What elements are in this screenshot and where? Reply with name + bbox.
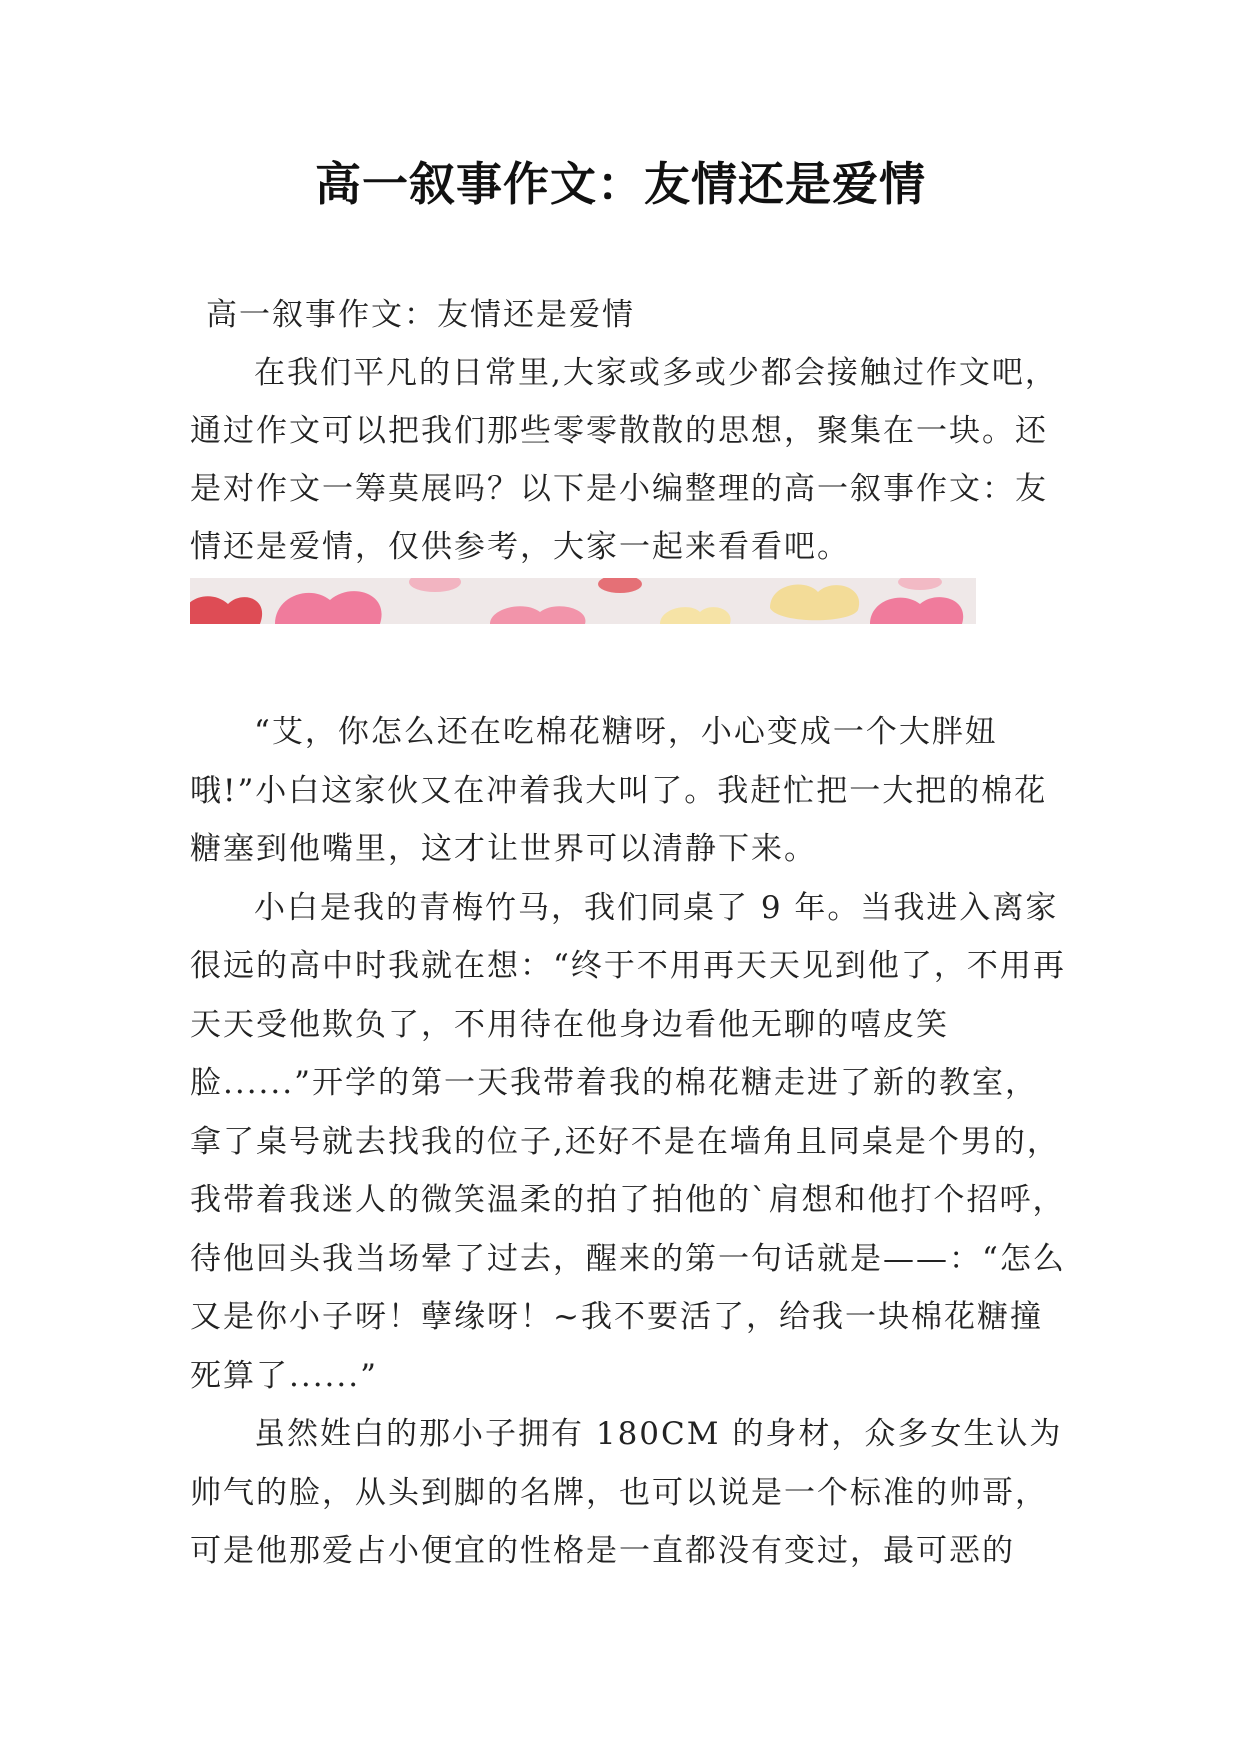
document-title: 高一叙事作文：友情还是爱情	[315, 157, 926, 211]
story-section	[190, 703, 1070, 1581]
candy-hearts-image	[190, 578, 976, 624]
document-subtitle: 高一叙事作文：友情还是爱情	[206, 297, 635, 333]
yellow-heart-shape	[770, 585, 859, 621]
intro-paragraph: 在我们平凡的日常里,大家或多或少都会接触过作文吧，通过作文可以把我们那些零零散散的思想，聚集在一块。还是对作文一筹莫展吗？以下是小编整理的高一叙事作文：友情还是爱情，仅供参考，大家一起来看看吧。	[190, 355, 1058, 565]
story-paragraph-2: 小白是我的青梅竹马，我们同桌了 9 年。当我进入离家很远的高中时我就在想：“终于不用再天天见到他了，不用再天天受他欺负了，不用待在他身边看他无聊的嘻皮笑脸......”开学的第一天我带着我的棉花糖走进了新的教室，拿了桌号就去找我的位子,还好不是在墙角且同桌是个男的，我带着我迷人的微笑温柔的拍了拍他的`肩想和他打个招呼，待他回头我当场晕了过去，醒来的第一句话就是——：“怎么又是你小子呀！孽缘呀！~我不要活了，给我一块棉花糖撞死算了......”	[190, 889, 1066, 1394]
story-paragraph-3: 虽然姓白的那小子拥有 180CM 的身材，众多女生认为帅气的脸，从头到脚的名牌，也可以说是一个标准的帅哥，可是他那爱占小便宜的性格是一直都没有变过，最可恶的	[190, 1416, 1063, 1569]
intro-section	[190, 286, 1070, 576]
story-paragraph-1: “艾，你怎么还在吃棉花糖呀，小心变成一个大胖妞哦!”小白这家伙又在冲着我大叫了。我赶忙把一大把的棉花糖塞到他嘴里，这才让世界可以清静下来。	[190, 714, 1048, 867]
candy-hearts-illustration	[190, 578, 976, 624]
